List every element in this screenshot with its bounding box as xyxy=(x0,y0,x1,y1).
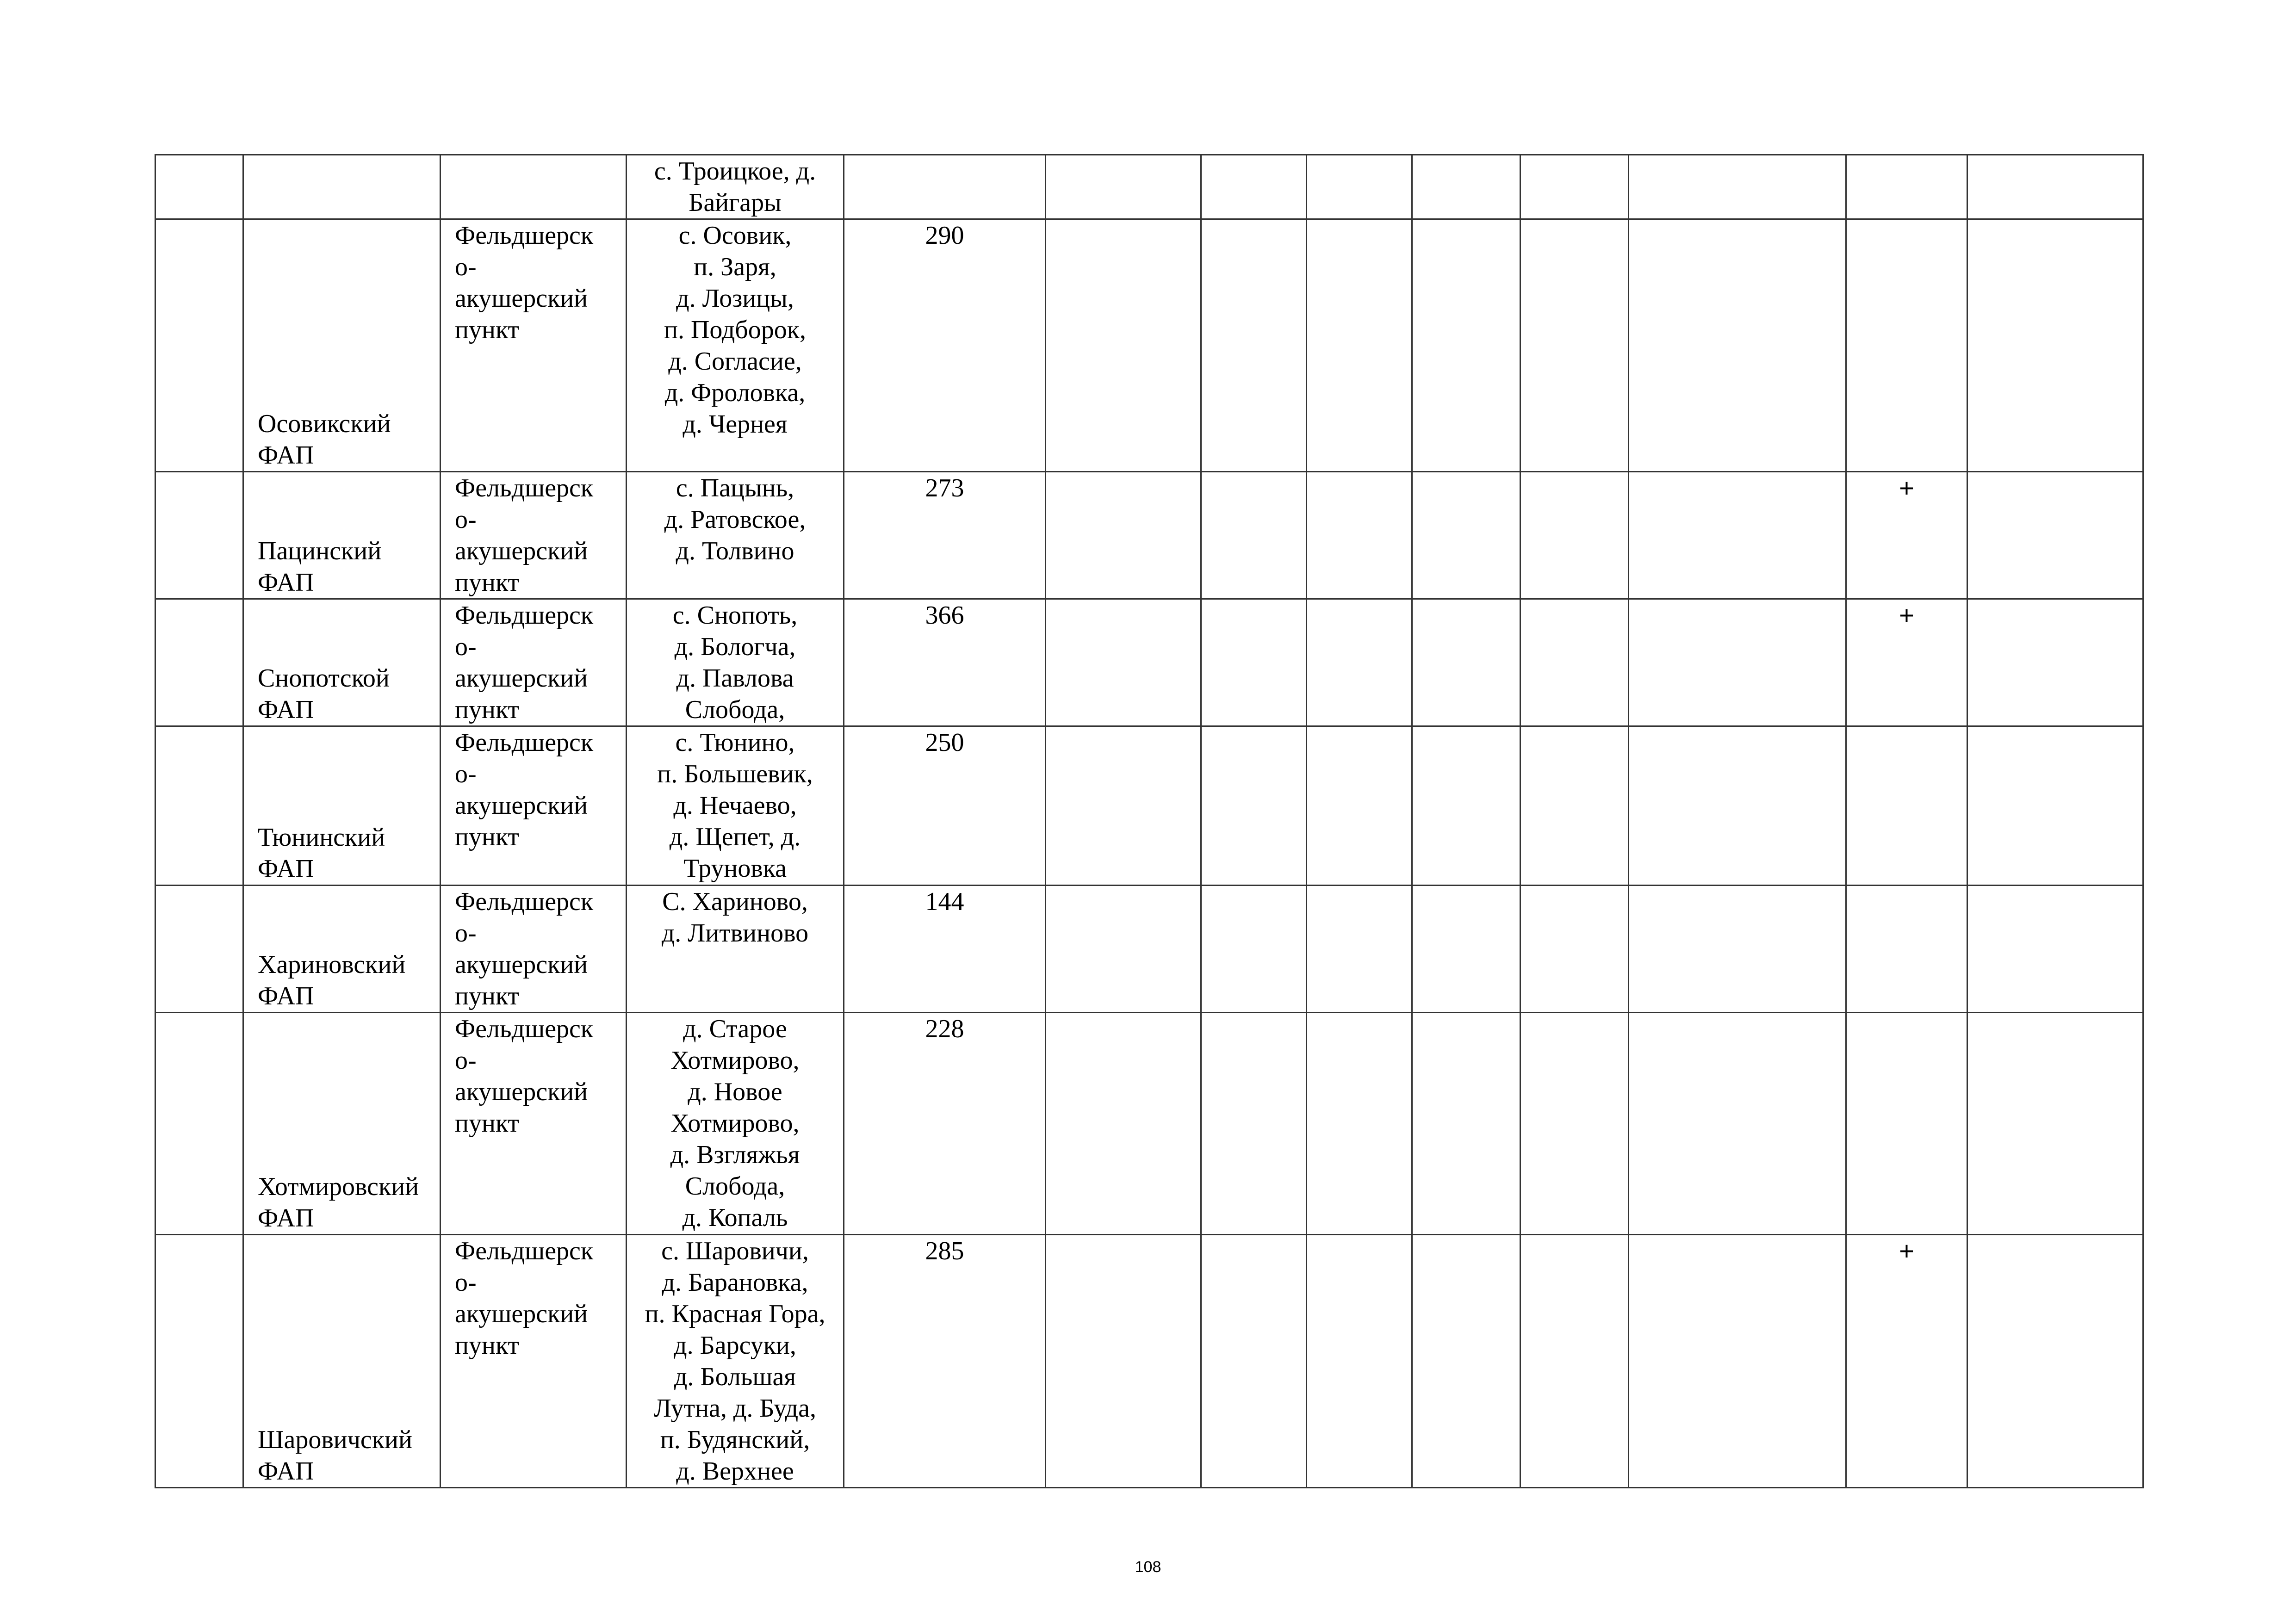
population-cell xyxy=(844,472,1046,599)
empty-cell xyxy=(1629,472,1846,599)
settlement-line: д. Нечаево, xyxy=(673,791,797,820)
empty-cell xyxy=(1307,472,1412,599)
settlement-line: д. Большая xyxy=(674,1363,796,1391)
empty-cell xyxy=(1201,886,1307,1013)
settlement-line: п. Большевик, xyxy=(657,760,813,788)
row-number-cell xyxy=(155,155,243,219)
facility-name-cell xyxy=(243,599,441,726)
empty-cell xyxy=(1046,472,1201,599)
empty-cell xyxy=(1520,726,1629,886)
settlement-line: д. Фроловка, xyxy=(664,378,806,407)
empty-cell xyxy=(1307,599,1412,726)
population-cell xyxy=(844,155,1046,219)
facility-type-line: пункт xyxy=(455,823,519,851)
empty-cell xyxy=(1201,219,1307,472)
population-value: 290 xyxy=(925,221,964,250)
settlement-line: д. Новое xyxy=(688,1078,782,1106)
facility-name: Пацинский ФАП xyxy=(258,537,382,597)
settlement-line: п. Будянский, xyxy=(660,1425,810,1454)
settlement-line: с. Шаровичи, xyxy=(661,1237,809,1265)
empty-cell xyxy=(1412,155,1520,219)
empty-cell xyxy=(1307,726,1412,886)
settlements-cell xyxy=(627,886,844,1013)
empty-cell xyxy=(1520,886,1629,1013)
empty-cell xyxy=(1046,219,1201,472)
settlement-line: д. Старое xyxy=(683,1015,787,1043)
settlement-line: с. Осовик, xyxy=(678,221,792,250)
empty-cell xyxy=(1201,1013,1307,1235)
facility-type-line: о- xyxy=(455,1046,477,1075)
settlement-line: Хотмирово, xyxy=(670,1109,800,1138)
settlement-line: д. Барсуки, xyxy=(674,1331,796,1360)
row-number-cell xyxy=(155,599,243,726)
population-cell xyxy=(844,886,1046,1013)
empty-cell xyxy=(1629,1235,1846,1488)
empty-cell xyxy=(1520,1235,1629,1488)
facility-name: Хотмировский ФАП xyxy=(258,1172,419,1233)
settlement-line: с. Тюнино, xyxy=(675,728,795,757)
population-cell xyxy=(844,1013,1046,1235)
settlement-line: д. Бологча, xyxy=(674,632,796,661)
settlement-line: п. Заря, xyxy=(694,253,776,281)
row-number-cell xyxy=(155,472,243,599)
settlement-line: д. Лозицы, xyxy=(676,284,794,313)
table-row xyxy=(155,155,2143,219)
empty-cell xyxy=(1046,886,1201,1013)
empty-cell xyxy=(1967,1013,2143,1235)
facility-name-cell xyxy=(243,726,441,886)
mark-cell xyxy=(1846,726,1967,886)
table-row xyxy=(155,886,2143,1013)
empty-cell xyxy=(1046,1235,1201,1488)
table-row xyxy=(155,1235,2143,1488)
settlement-line: д. Толвино xyxy=(676,537,794,565)
settlement-line: д. Литвиново xyxy=(661,919,809,948)
settlement-line: Труновка xyxy=(683,854,787,883)
facility-type-line: акушерский xyxy=(455,284,588,313)
empty-cell xyxy=(1967,155,2143,219)
facility-name: Осовикский ФАП xyxy=(258,409,391,470)
empty-cell xyxy=(1307,1235,1412,1488)
facility-name: Снопотской ФАП xyxy=(258,664,390,724)
empty-cell xyxy=(1201,726,1307,886)
settlement-line: д. Копаль xyxy=(682,1203,788,1232)
facility-name: Тюнинский ФАП xyxy=(258,823,385,883)
mark-cell xyxy=(1846,472,1967,599)
settlements-cell xyxy=(627,1013,844,1235)
empty-cell xyxy=(1412,1235,1520,1488)
empty-cell xyxy=(1967,599,2143,726)
facility-type-line: пункт xyxy=(455,568,519,597)
facility-type-cell xyxy=(441,599,627,726)
empty-cell xyxy=(1201,1235,1307,1488)
facility-type-cell xyxy=(441,1235,627,1488)
empty-cell xyxy=(1520,155,1629,219)
empty-cell xyxy=(1412,886,1520,1013)
empty-cell xyxy=(1046,726,1201,886)
settlement-line: Лутна, д. Буда, xyxy=(654,1394,816,1423)
facility-type-cell xyxy=(441,1013,627,1235)
empty-cell xyxy=(1629,886,1846,1013)
facility-type-line: Фельдшерск xyxy=(455,1237,594,1265)
settlement-line: п. Подборок, xyxy=(664,316,806,344)
population-cell xyxy=(844,1235,1046,1488)
settlement-line: д. Верхнее xyxy=(676,1457,794,1486)
facility-type-line: о- xyxy=(455,760,477,788)
empty-cell xyxy=(1201,599,1307,726)
empty-cell xyxy=(1967,886,2143,1013)
empty-cell xyxy=(1520,1013,1629,1235)
empty-cell xyxy=(1520,219,1629,472)
page-number: 108 xyxy=(1135,1558,1161,1576)
settlement-line: Байгары xyxy=(689,188,782,217)
facility-type-line: акушерский xyxy=(455,664,588,693)
facility-name-cell xyxy=(243,1235,441,1488)
facility-name: Хариновский ФАП xyxy=(258,950,406,1010)
facility-type-line: пункт xyxy=(455,982,519,1010)
empty-cell xyxy=(1629,155,1846,219)
settlement-line: с. Троицкое, д. xyxy=(654,157,816,186)
empty-cell xyxy=(1520,472,1629,599)
empty-cell xyxy=(1412,219,1520,472)
facility-type-line: пункт xyxy=(455,1109,519,1138)
facility-type-line: Фельдшерск xyxy=(455,728,594,757)
empty-cell xyxy=(1629,1013,1846,1235)
empty-cell xyxy=(1412,599,1520,726)
empty-cell xyxy=(1201,155,1307,219)
population-value: 228 xyxy=(925,1015,964,1043)
table-row xyxy=(155,219,2143,472)
settlement-line: Хотмирово, xyxy=(670,1046,800,1075)
plus-mark: + xyxy=(1899,1236,1914,1265)
facility-type-line: акушерский xyxy=(455,950,588,979)
facility-type-line: акушерский xyxy=(455,791,588,820)
facility-name-cell xyxy=(243,886,441,1013)
facility-type-line: Фельдшерск xyxy=(455,601,594,630)
settlements-cell xyxy=(627,155,844,219)
facility-type-line: пункт xyxy=(455,1331,519,1360)
population-value: 285 xyxy=(925,1237,964,1265)
facility-type-cell xyxy=(441,472,627,599)
facility-name-cell xyxy=(243,472,441,599)
facility-type-line: Фельдшерск xyxy=(455,1015,594,1043)
empty-cell xyxy=(1046,155,1201,219)
table-row xyxy=(155,472,2143,599)
population-cell xyxy=(844,599,1046,726)
empty-cell xyxy=(1201,472,1307,599)
settlements-cell xyxy=(627,1235,844,1488)
facility-name: Шаровичский ФАП xyxy=(258,1425,412,1486)
settlements-cell xyxy=(627,219,844,472)
empty-cell xyxy=(1412,726,1520,886)
mark-cell xyxy=(1846,1013,1967,1235)
empty-cell xyxy=(1629,726,1846,886)
mark-cell xyxy=(1846,1235,1967,1488)
empty-cell xyxy=(1967,1235,2143,1488)
table-row xyxy=(155,726,2143,886)
population-cell xyxy=(844,726,1046,886)
facility-type-line: акушерский xyxy=(455,1078,588,1106)
settlement-line: д. Павлова xyxy=(676,664,794,693)
table-row xyxy=(155,1013,2143,1235)
settlement-line: д. Взгляжья xyxy=(670,1140,800,1169)
empty-cell xyxy=(1967,726,2143,886)
mark-cell xyxy=(1846,155,1967,219)
facility-type-line: о- xyxy=(455,632,477,661)
row-number-cell xyxy=(155,1235,243,1488)
settlement-line: Слобода, xyxy=(685,695,785,724)
row-number-cell xyxy=(155,886,243,1013)
row-number-cell xyxy=(155,1013,243,1235)
empty-cell xyxy=(1629,599,1846,726)
facility-name-cell xyxy=(243,1013,441,1235)
facility-type-line: акушерский xyxy=(455,537,588,565)
facility-type-line: пункт xyxy=(455,695,519,724)
settlements-cell xyxy=(627,726,844,886)
facility-type-line: о- xyxy=(455,505,477,534)
population-value: 250 xyxy=(925,728,964,757)
empty-cell xyxy=(1307,1013,1412,1235)
facility-type-line: о- xyxy=(455,1268,477,1297)
plus-mark: + xyxy=(1899,601,1914,630)
empty-cell xyxy=(1412,472,1520,599)
empty-cell xyxy=(1307,155,1412,219)
population-value: 144 xyxy=(925,887,964,916)
settlement-line: д. Ратовское, xyxy=(664,505,806,534)
row-number-cell xyxy=(155,219,243,472)
settlement-line: д. Барановка, xyxy=(662,1268,808,1297)
settlements-cell xyxy=(627,472,844,599)
population-cell xyxy=(844,219,1046,472)
settlement-line: с. Пацынь, xyxy=(676,474,794,502)
mark-cell xyxy=(1846,599,1967,726)
facility-type-cell xyxy=(441,726,627,886)
empty-cell xyxy=(1046,1013,1201,1235)
facility-type-cell xyxy=(441,219,627,472)
settlement-line: д. Согласие, xyxy=(668,347,802,376)
facility-type-cell xyxy=(441,155,627,219)
population-value: 366 xyxy=(925,601,964,630)
facility-type-line: пункт xyxy=(455,316,519,344)
settlement-line: д. Щепет, д. xyxy=(669,823,801,851)
empty-cell xyxy=(1307,886,1412,1013)
empty-cell xyxy=(1046,599,1201,726)
facility-type-line: Фельдшерск xyxy=(455,221,594,250)
facilities-table xyxy=(155,154,2144,1488)
empty-cell xyxy=(1967,219,2143,472)
empty-cell xyxy=(1967,472,2143,599)
plus-mark: + xyxy=(1899,473,1914,502)
empty-cell xyxy=(1307,219,1412,472)
population-value: 273 xyxy=(925,474,964,502)
empty-cell xyxy=(1412,1013,1520,1235)
facility-type-line: Фельдшерск xyxy=(455,887,594,916)
facility-type-line: Фельдшерск xyxy=(455,474,594,502)
empty-cell xyxy=(1629,219,1846,472)
table-body xyxy=(155,155,2143,1488)
row-number-cell xyxy=(155,726,243,886)
settlement-line: с. Снопоть, xyxy=(672,601,798,630)
settlement-line: п. Красная Гора, xyxy=(645,1300,825,1328)
facility-type-line: акушерский xyxy=(455,1300,588,1328)
facility-type-line: о- xyxy=(455,919,477,948)
settlements-cell xyxy=(627,599,844,726)
facility-type-line: о- xyxy=(455,253,477,281)
facility-name-cell xyxy=(243,219,441,472)
settlement-line: д. Чернея xyxy=(683,410,788,439)
mark-cell xyxy=(1846,219,1967,472)
table-row xyxy=(155,599,2143,726)
facility-type-cell xyxy=(441,886,627,1013)
settlement-line: С. Хариново, xyxy=(662,887,808,916)
empty-cell xyxy=(1520,599,1629,726)
mark-cell xyxy=(1846,886,1967,1013)
facility-name-cell xyxy=(243,155,441,219)
settlement-line: Слобода, xyxy=(685,1172,785,1201)
